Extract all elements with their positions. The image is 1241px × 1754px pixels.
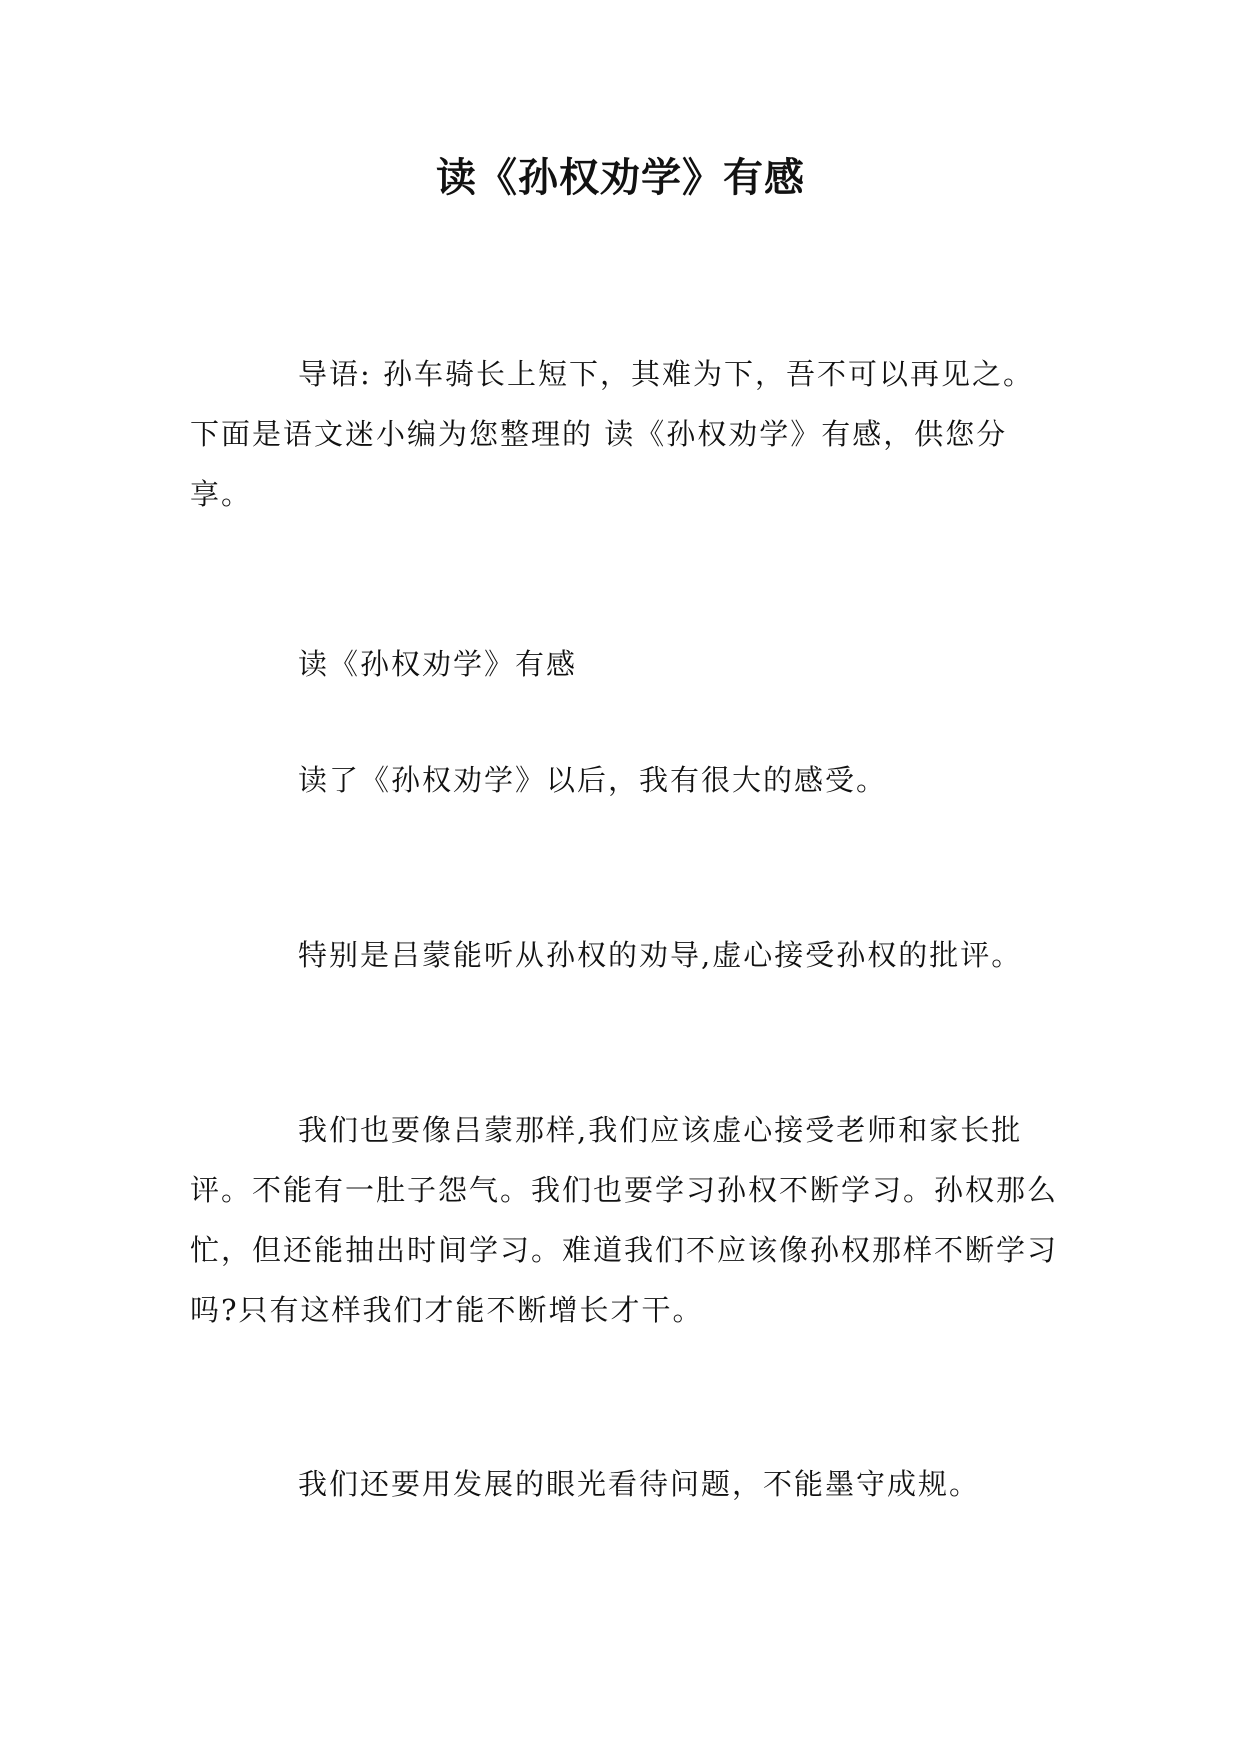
subtitle-paragraph: 读《孙权劝学》有感 [298, 647, 578, 681]
reading-feeling-paragraph: 读了《孙权劝学》以后，我有很大的感受。 [298, 763, 888, 797]
page-title: 读《孙权劝学》有感 [436, 155, 805, 201]
lv-meng-paragraph: 特别是吕蒙能听从孙权的劝导,虚心接受孙权的批评。 [298, 938, 1023, 972]
learning-paragraph: 我们也要像吕蒙那样,我们应该虚心接受老师和家长批评。不能有一肚子怨气。我们也要学习孙权不断学习。孙权那么忙，但还能抽出时间学习。难道我们不应该像孙权那样不断学习吗?只有这样我们才能不断增长才干。 [190, 1113, 1059, 1327]
intro-paragraph: 导语: 孙车骑长上短下，其难为下，吾不可以再见之。下面是语文迷小编为您整理的 读《孙权劝学》有感，供您分享。 [190, 357, 1034, 511]
closing-paragraph: 我们还要用发展的眼光看待问题，不能墨守成规。 [298, 1467, 981, 1501]
